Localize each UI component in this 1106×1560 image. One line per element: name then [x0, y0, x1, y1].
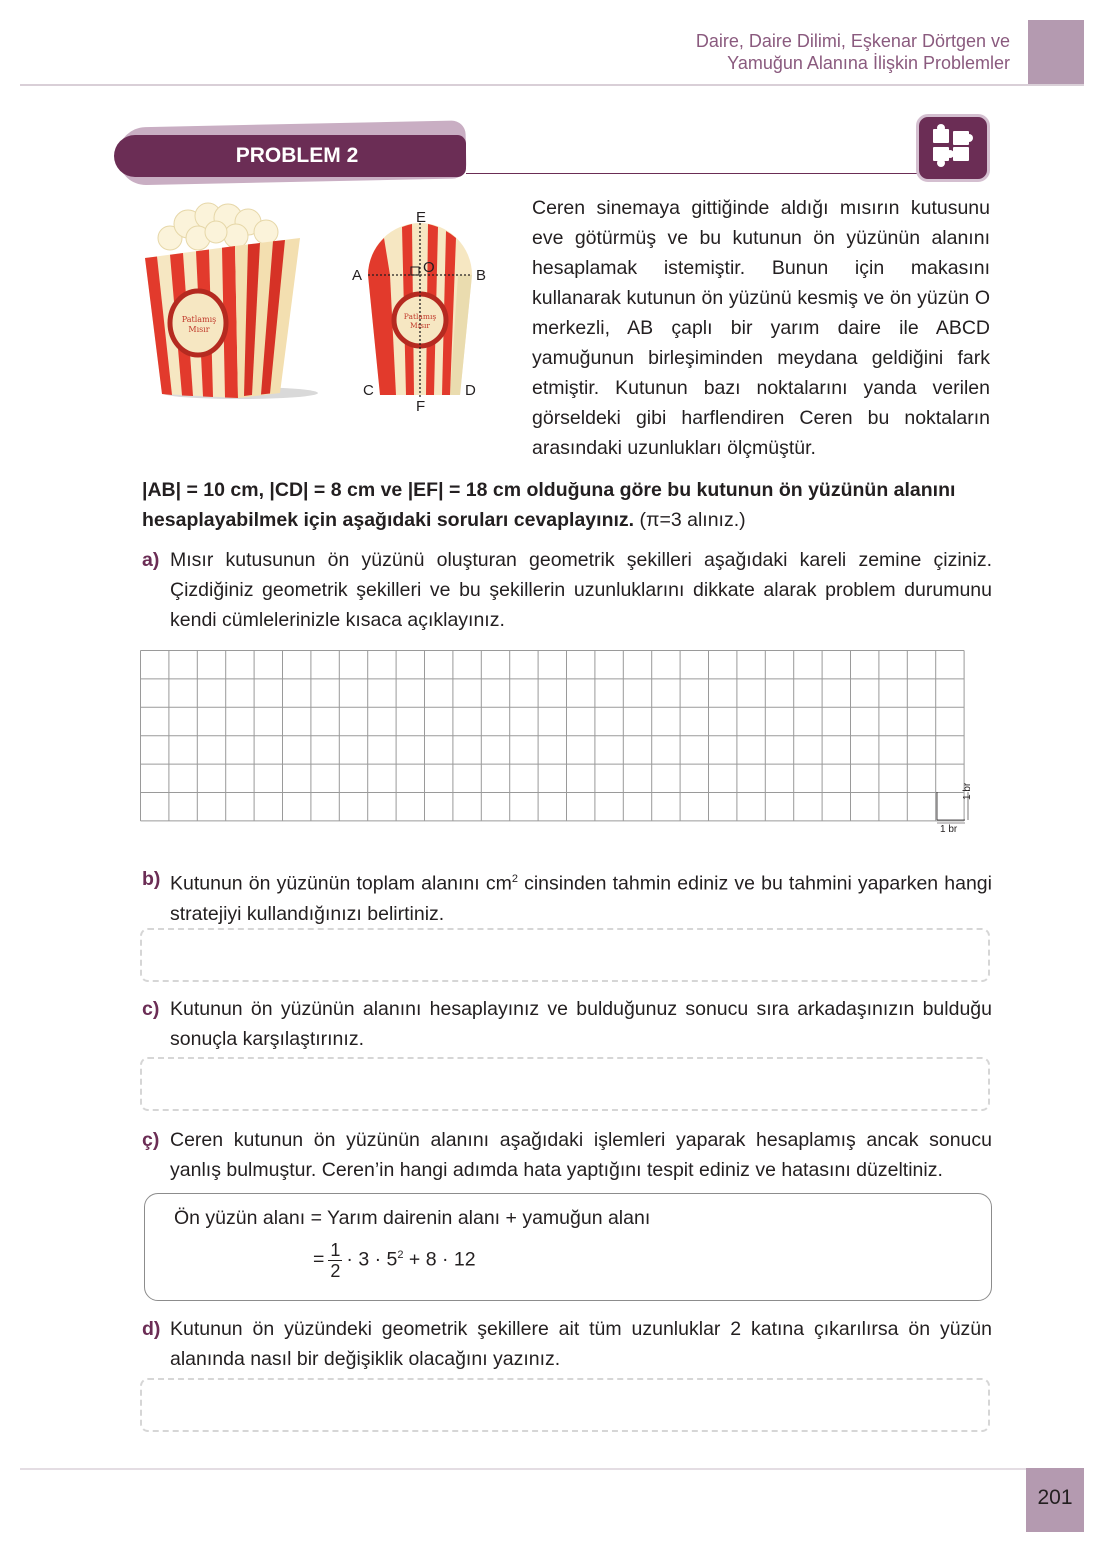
question-cc — [142, 1125, 992, 1185]
pi-note: (π=3 alınız.) — [639, 509, 746, 531]
answer-box-d[interactable] — [140, 1378, 990, 1432]
popcorn-box-label-line-1: Patlamış — [181, 315, 217, 324]
question-c — [142, 994, 992, 1054]
page-number: 201 — [1037, 1486, 1073, 1509]
question-a — [142, 545, 992, 635]
chapter-title-line-2: Yamuğun Alanına İlişkin Problemler — [727, 53, 1010, 73]
point-B-label: B — [476, 267, 487, 284]
popcorn-box-illustration — [140, 198, 320, 403]
answer-box-b[interactable] — [140, 928, 990, 982]
header-tab — [1028, 20, 1084, 86]
fraction-numerator: 1 — [330, 1240, 341, 1260]
header-divider — [20, 84, 1084, 86]
diagram-box-label — [398, 312, 442, 330]
question-d-text: Kutunun ön yüzündeki geometrik şekillere ait tüm uzunluklar 2 katına çıkarılırsa ön yüzün alanında nasıl bir değişiklik olacağını yazınız. — [170, 1318, 992, 1370]
popcorn-box-label-line-2: Mısır — [188, 325, 210, 334]
chapter-title-line-1: Daire, Daire Dilimi, Eşkenar Dörtgen ve — [695, 31, 1010, 51]
answer-box-c[interactable] — [140, 1057, 990, 1111]
question-c-text: Kutunun ön yüzünün alanını hesaplayınız ve bulduğunuz sonucu sıra arkadaşınızın bulduğu sonuçla karşılaştırınız. — [170, 998, 992, 1050]
diagram-box-label-line-2: Mısır — [410, 321, 430, 330]
given-bold-text: |AB| = 10 cm, |CD| = 8 cm ve |EF| = 18 cm olduğuna göre bu kutunun ön yüzünün alanını hesaplayabilmek için aşağıdaki soruları cevaplayınız. — [142, 479, 956, 531]
unit-x-label: 1 br — [940, 824, 958, 835]
square-grid-area[interactable] — [140, 650, 1000, 840]
problem-story: Ceren sinemaya gittiğinde aldığı mısırın kutusunu eve götürmüş ve bu kutunun ön yüzünün alanını hesaplamak istemiştir. Bunun için makasını kullanarak kutunun ön yüzünü kesmiş ve ön yüzün O merkezli, AB çaplı bir yarım daire ile ABCD yamuğunun birleşiminden meydana geldiğini fark etmiştir. Kutunun bazı noktalarını yanda verilen görseldeki gibi harflendiren Ceren bu noktaların arasındaki uzunlukları ölçmüştür. — [532, 197, 990, 459]
unit-y-label: 1 br — [962, 782, 973, 800]
question-b-label: b) — [142, 868, 161, 890]
question-b-text — [170, 864, 992, 929]
fraction — [328, 1240, 342, 1281]
banner-rule — [466, 173, 986, 174]
front-face-diagram — [350, 205, 500, 420]
given-statement — [142, 475, 992, 535]
question-cc-text: Ceren kutunun ön yüzünün alanını aşağıdaki işlemleri yaparak hesaplamış ancak sonucu yanlış bulmuştur. Ceren’in hangi adımda hata yaptığını tespit ediniz ve hatasını düzeltiniz. — [170, 1129, 992, 1181]
calc-terms-b: + 8 · 12 — [403, 1248, 476, 1271]
question-d-label: d) — [142, 1318, 161, 1340]
point-F-label: F — [416, 398, 426, 415]
question-a-label: a) — [142, 549, 160, 571]
point-O-label: O — [423, 259, 435, 276]
chapter-title — [696, 30, 1010, 74]
equals-sign: = — [313, 1248, 325, 1271]
fraction-denominator: 2 — [330, 1261, 341, 1281]
question-b-text-start: Kutunun ön yüzünün toplam alanını cm — [170, 872, 512, 895]
square-exponent: 2 — [511, 873, 518, 885]
calc-terms-a: · 3 · 5 — [346, 1248, 398, 1271]
question-c-label: c) — [142, 998, 160, 1020]
question-a-text: Mısır kutusunun ön yüzünü oluşturan geometrik şekilleri aşağıdaki kareli zemine çiziniz. Çizdiğiniz geometrik şekilleri ve bu şekillerin uzunluklarını dikkate alarak problem durumunu kendi cümlelerinizle kısaca açıklayınız. — [170, 549, 992, 631]
point-A-label: A — [352, 267, 363, 284]
calculation-line-1: Ön yüzün alanı = Yarım dairenin alanı + yamuğun alanı — [174, 1207, 651, 1229]
question-b — [142, 864, 992, 929]
diagram-box-label-line-1: Patlamış — [403, 312, 437, 321]
question-b-text-end: cinsinden tahmin ediniz ve bu tahmini yaparken hangi stratejiyi kullandığınızı belirtiniz. — [170, 872, 992, 925]
calculation-line-2 — [313, 1240, 476, 1281]
footer-divider — [20, 1468, 1026, 1470]
point-E-label: E — [416, 209, 427, 226]
problem-title: PROBLEM 2 — [235, 144, 359, 167]
question-d — [142, 1314, 992, 1374]
point-D-label: D — [465, 382, 476, 399]
question-cc-label: ç) — [142, 1129, 160, 1151]
puzzle-icon — [916, 114, 990, 182]
calc-exponent: 2 — [397, 1249, 404, 1262]
point-C-label: C — [363, 382, 374, 399]
square-grid — [140, 650, 1000, 840]
popcorn-box-label — [176, 315, 222, 335]
